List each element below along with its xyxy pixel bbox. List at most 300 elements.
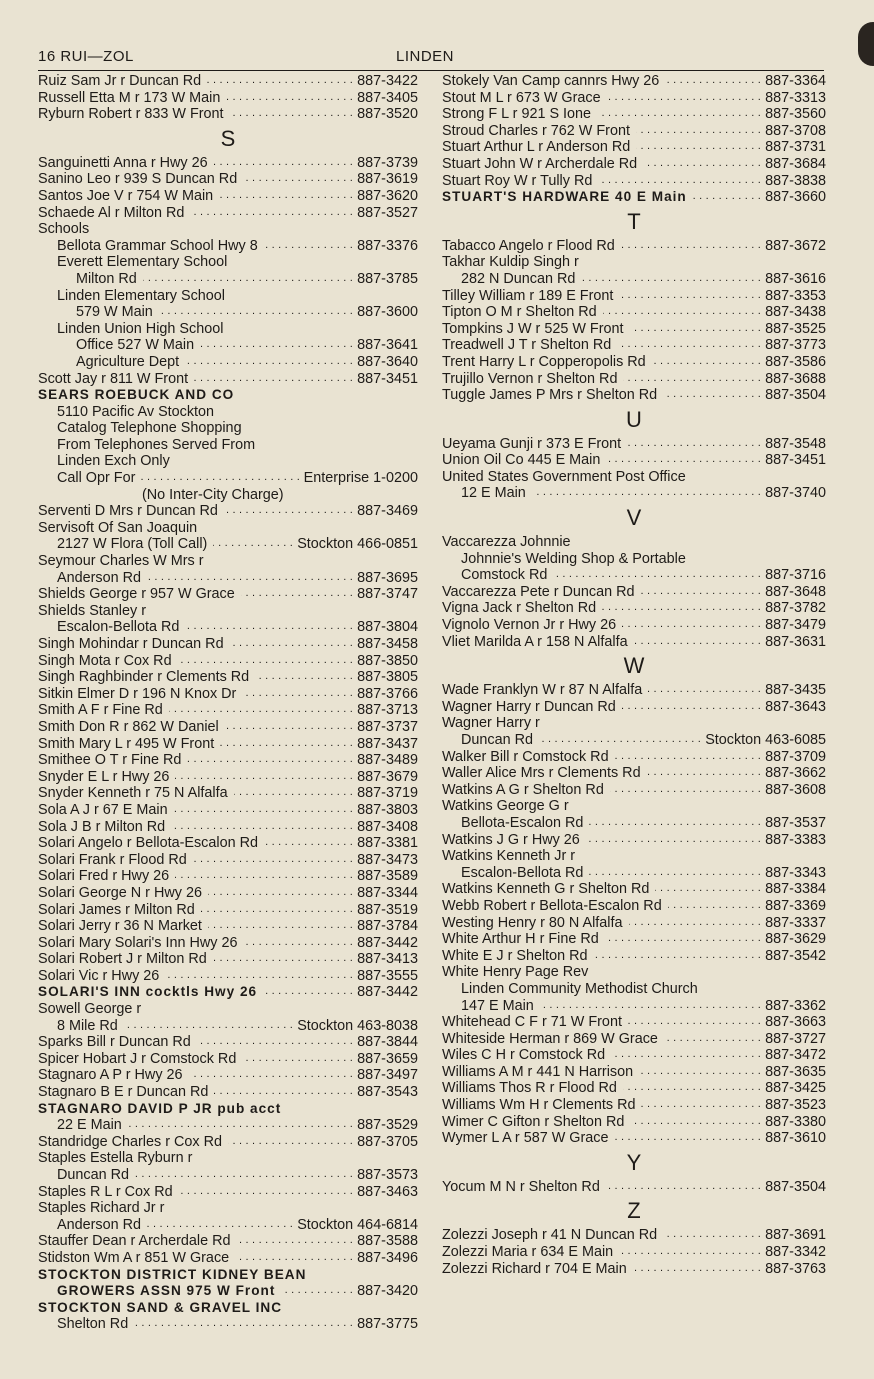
listing-name: Russell Etta M r 173 W Main (38, 89, 221, 106)
leader-dots (610, 782, 761, 799)
listing-phone: 887-3435 (765, 682, 826, 699)
listing-entry (442, 288, 826, 305)
leader-dots (147, 570, 353, 587)
listing-phone: 887-3641 (357, 337, 418, 354)
section-letter-text: T (627, 208, 641, 234)
listing-name: Solari James r Milton Rd (38, 901, 195, 918)
listing-entry (38, 1200, 418, 1217)
listing-name: Zolezzi Maria r 634 E Main (442, 1244, 614, 1261)
leader-dots (630, 321, 761, 338)
listing-entry (442, 832, 826, 849)
listing-entry (38, 271, 418, 288)
leader-dots (189, 1067, 353, 1084)
listing-phone: 887-3369 (765, 897, 826, 914)
listing-name: Standridge Charles r Cox Rd (38, 1133, 222, 1150)
listing-phone: 887-3747 (357, 586, 418, 603)
listing-entry (442, 948, 826, 965)
leader-dots (633, 1261, 761, 1278)
section-letter (442, 1195, 826, 1227)
listing-name: STOCKTON DISTRICT KIDNEY BEAN (38, 1266, 307, 1282)
listing-name: Sparks Bill r Duncan Rd (38, 1034, 191, 1051)
leader-dots (147, 1217, 293, 1234)
listing-entry (442, 981, 826, 998)
listing-name: Comstock Rd (461, 567, 548, 584)
listing-entry (38, 951, 418, 968)
listing-entry (38, 1184, 418, 1201)
listing-entry (38, 1283, 418, 1300)
city-title: LINDEN (396, 48, 455, 65)
leader-dots (639, 1064, 761, 1081)
leader-dots (174, 802, 353, 819)
listing-phone: Stockton 463-6085 (705, 732, 826, 748)
listing-phone: 887-3663 (765, 1014, 826, 1031)
listing-name: Singh Mohindar r Duncan Rd (38, 636, 224, 652)
listing-phone: 887-3616 (765, 270, 826, 287)
listing-phone: 887-3364 (765, 73, 826, 89)
listing-phone: 887-3608 (765, 781, 826, 798)
leader-dots (622, 699, 761, 716)
listing-entry (38, 1250, 418, 1267)
leader-dots (623, 1080, 761, 1097)
listing-phone: 887-3643 (765, 698, 826, 715)
listing-entry (442, 782, 826, 799)
listing-name: Agriculture Dept (76, 353, 180, 370)
listing-entry (38, 686, 418, 703)
leader-dots (175, 868, 353, 885)
left-listing-column (38, 73, 418, 1333)
listing-entry (442, 90, 826, 107)
listing-name: Stidston Wm A r 851 W Grace (38, 1249, 230, 1266)
listing-entry (38, 553, 418, 570)
listing-name: Scott Jay r 811 W Front (38, 370, 189, 387)
listing-phone: 887-3688 (765, 370, 826, 387)
listing-phone: 887-3479 (765, 617, 826, 634)
listing-name: Escalon-Bellota Rd (461, 864, 584, 881)
listing-phone: 887-3775 (357, 1316, 418, 1333)
listing-phone: 887-3600 (357, 304, 418, 321)
listing-name: Sola A J r 67 E Main (38, 801, 168, 818)
listing-phone: 887-3376 (357, 237, 418, 254)
listing-name: Sola J B r Milton Rd (38, 818, 166, 835)
leader-dots (652, 354, 761, 371)
listing-name: Smith Don R r 862 W Daniel (38, 718, 219, 735)
listing-phone: 887-3497 (357, 1067, 418, 1084)
leader-dots (208, 918, 353, 935)
listing-entry (442, 321, 826, 338)
listing-entry (442, 254, 826, 271)
listing-name: 8 Mile Rd (57, 1017, 118, 1034)
listing-entry (442, 848, 826, 865)
leader-dots (597, 106, 761, 123)
listing-phone: 887-3708 (765, 122, 826, 139)
leader-dots (617, 337, 761, 354)
listing-name: GROWERS ASSN 975 W Front (57, 1283, 276, 1299)
listing-entry (38, 354, 418, 371)
leader-dots (264, 238, 353, 255)
listing-name: White Henry Page Rev (442, 964, 589, 981)
listing-name: Linden Union High School (57, 320, 224, 337)
section-letter-text: V (626, 505, 642, 531)
listing-name: Solari George N r Hwy 26 (38, 884, 202, 901)
listing-entry (38, 885, 418, 902)
listing-entry (442, 715, 826, 732)
leader-dots (264, 835, 353, 852)
listing-name: Webb Robert r Bellota-Escalon Rd (442, 897, 662, 914)
listing-entry (442, 271, 826, 288)
listing-entry (38, 653, 418, 670)
leader-dots (228, 1134, 353, 1151)
listing-entry (38, 1018, 418, 1035)
listing-phone: 887-3672 (765, 237, 826, 254)
listing-name: Whiteside Herman r 869 W Grace (442, 1030, 658, 1047)
leader-dots (235, 1250, 353, 1267)
listing-entry (38, 902, 418, 919)
listing-name: Sanino Leo r 939 S Duncan Rd (38, 171, 238, 188)
listing-phone: 887-3519 (357, 901, 418, 918)
listing-phone: 887-3844 (357, 1034, 418, 1051)
listing-name: Vaccarezza Pete r Duncan Rd (442, 583, 635, 600)
listing-entry (38, 636, 418, 653)
leader-dots (532, 485, 761, 502)
listing-name: SEARS ROEBUCK AND CO (38, 387, 235, 403)
listing-entry (38, 968, 418, 985)
listing-phone: 887-3659 (357, 1050, 418, 1067)
listing-name: Smith A F r Fine Rd (38, 702, 163, 719)
listing-name: Serventi D Mrs r Duncan Rd (38, 503, 218, 520)
listing-phone: 887-3620 (357, 187, 418, 204)
leader-dots (581, 271, 761, 288)
listing-entry (38, 570, 418, 587)
listing-phone: 887-3313 (765, 89, 826, 106)
listing-name: Tuggle James P Mrs r Shelton Rd (442, 387, 658, 404)
leader-dots (175, 769, 353, 786)
listing-name: (No Inter-City Charge) (142, 486, 284, 503)
listing-phone: 887-3629 (765, 931, 826, 948)
listing-entry (442, 1114, 826, 1131)
listing-name: Ryburn Robert r 833 W Front (38, 106, 224, 123)
listing-name: Staples R L r Cox Rd (38, 1183, 173, 1200)
leader-dots (539, 732, 701, 749)
listing-entry (38, 619, 418, 636)
listing-phone: 887-3381 (357, 835, 418, 852)
listing-entry (442, 998, 826, 1015)
leader-dots (237, 1233, 353, 1250)
leader-dots (244, 935, 353, 952)
listing-phone: 887-3542 (765, 947, 826, 964)
leader-dots (213, 951, 353, 968)
listing-phone: 887-3458 (357, 636, 418, 652)
leader-dots (230, 636, 353, 653)
listing-phone: 887-3537 (765, 814, 826, 831)
listing-name: Watkins J G r Hwy 26 (442, 831, 580, 848)
listing-entry (442, 123, 826, 140)
listing-name: Anderson Rd (57, 1216, 141, 1233)
listing-entry (442, 452, 826, 469)
listing-entry (38, 288, 418, 305)
listing-phone: 887-3384 (765, 881, 826, 898)
listing-name: Williams Wm H r Clements Rd (442, 1097, 636, 1114)
leader-dots (200, 337, 353, 354)
listing-phone: 887-3731 (765, 139, 826, 156)
listing-name: STUART'S HARDWARE 40 E Main (442, 189, 687, 205)
listing-entry (442, 865, 826, 882)
leader-dots (615, 749, 761, 766)
listing-entry (38, 1217, 418, 1234)
listing-phone: 887-3383 (765, 831, 826, 848)
listing-name: Stauffer Dean r Archerdale Rd (38, 1233, 231, 1250)
listing-phone: 887-3451 (357, 370, 418, 387)
leader-dots (263, 984, 353, 1001)
listing-entry (442, 881, 826, 898)
listing-phone: 887-3343 (765, 864, 826, 881)
leader-dots (219, 188, 353, 205)
page-header (38, 48, 824, 68)
listing-entry (38, 1300, 418, 1317)
section-letter (38, 123, 418, 155)
leader-dots (603, 304, 761, 321)
listing-entry (442, 1097, 826, 1114)
listing-entry (38, 868, 418, 885)
listing-name: Duncan Rd (461, 732, 533, 748)
listing-name: SOLARI'S INN cocktls Hwy 26 (38, 984, 258, 1000)
leader-dots (197, 1034, 353, 1051)
listing-name: Linden Elementary School (57, 287, 225, 304)
listing-entry (38, 719, 418, 736)
listing-name: Vliet Marilda A r 158 N Alfalfa (442, 633, 628, 650)
listing-name: Watkins Kenneth G r Shelton Rd (442, 881, 650, 898)
listing-name: Shelton Rd (57, 1316, 129, 1333)
leader-dots (602, 600, 761, 617)
listing-name: Union Oil Co 445 E Main (442, 452, 601, 469)
listing-name: Staples Richard Jr r (38, 1200, 165, 1217)
listing-entry (442, 1031, 826, 1048)
listing-phone: 887-3472 (765, 1047, 826, 1064)
listing-phone: 887-3766 (357, 685, 418, 702)
listing-name: United States Government Post Office (442, 468, 686, 485)
listing-entry (442, 567, 826, 584)
listing-entry (38, 1233, 418, 1250)
listing-entry (38, 769, 418, 786)
listing-phone: 887-3784 (357, 918, 418, 935)
listing-name: From Telephones Served From (57, 436, 256, 453)
listing-phone: 887-3740 (765, 485, 826, 502)
listing-entry (38, 1150, 418, 1167)
listing-name: Solari Jerry r 36 N Market (38, 918, 202, 935)
listing-name: 147 E Main (461, 997, 534, 1014)
leader-dots (619, 288, 761, 305)
listing-phone: 887-3380 (765, 1113, 826, 1130)
listing-phone: 887-3529 (357, 1117, 418, 1134)
listing-entry (38, 835, 418, 852)
listing-phone: 887-3631 (765, 633, 826, 650)
listing-entry (442, 699, 826, 716)
listing-phone: Stockton 463-8038 (297, 1017, 418, 1034)
leader-dots (171, 819, 353, 836)
listing-entry (38, 1167, 418, 1184)
leader-dots (606, 452, 761, 469)
leader-dots (185, 619, 353, 636)
listing-phone: 887-3805 (357, 669, 418, 686)
listing-entry (38, 586, 418, 603)
listing-entry (38, 304, 418, 321)
listing-name: Singh Raghbinder r Clements Rd (38, 669, 250, 686)
leader-dots (234, 785, 353, 802)
listing-phone: 887-3442 (357, 934, 418, 951)
listing-phone: 887-3727 (765, 1030, 826, 1047)
listing-entry (38, 503, 418, 520)
section-letter (442, 1147, 826, 1179)
leader-dots (194, 371, 353, 388)
listing-entry (442, 798, 826, 815)
listing-entry (38, 1117, 418, 1134)
listing-phone: 887-3691 (765, 1227, 826, 1244)
listing-phone: 887-3496 (357, 1249, 418, 1266)
listing-phone: 887-3773 (765, 337, 826, 354)
listing-phone: 887-3737 (357, 718, 418, 735)
section-letter-text: Z (627, 1198, 641, 1224)
listing-name: Johnnie's Welding Shop & Portable (461, 550, 686, 567)
leader-dots (611, 1047, 761, 1064)
leader-dots (179, 1184, 353, 1201)
listing-entry (442, 469, 826, 486)
listing-entry (38, 736, 418, 753)
listing-phone: 887-3504 (765, 387, 826, 404)
listing-entry (38, 106, 418, 123)
listing-name: Wade Franklyn W r 87 N Alfalfa (442, 682, 643, 699)
leader-dots (124, 1018, 293, 1035)
listing-name: Ruiz Sam Jr r Duncan Rd (38, 73, 202, 89)
listing-entry (442, 106, 826, 123)
listing-name: Linden Exch Only (57, 453, 170, 470)
leader-dots (629, 915, 761, 932)
leader-dots (634, 634, 761, 651)
listing-phone: 887-3527 (357, 204, 418, 221)
listing-name: Servisoft Of San Joaquin (38, 519, 198, 536)
leader-dots (208, 885, 353, 902)
listing-name: Stuart John W r Archerdale Rd (442, 155, 638, 172)
listing-phone: 887-3640 (357, 353, 418, 370)
leader-dots (165, 968, 353, 985)
listing-phone: 887-3473 (357, 851, 418, 868)
listing-name: Linden Community Methodist Church (461, 980, 698, 997)
listing-name: Duncan Rd (57, 1167, 129, 1183)
leader-dots (220, 736, 353, 753)
listing-phone: 887-3442 (357, 984, 418, 1001)
leader-dots (281, 1283, 353, 1300)
listing-entry (38, 90, 418, 107)
listing-entry (442, 915, 826, 932)
listing-name: Waller Alice Mrs r Clements Rd (442, 765, 641, 782)
listing-entry (442, 1244, 826, 1261)
listing-name: Westing Henry r 80 N Alfalfa (442, 914, 623, 931)
leader-dots (159, 304, 353, 321)
leader-dots (243, 171, 353, 188)
listing-name: Watkins George G r (442, 798, 569, 815)
listing-entry (38, 420, 418, 437)
listing-entry (38, 1316, 418, 1333)
listing-entry (38, 520, 418, 537)
listing-phone: 887-3504 (765, 1178, 826, 1195)
listing-phone: 887-3782 (765, 600, 826, 617)
listing-name: 5110 Pacific Av Stockton (57, 403, 215, 420)
listing-phone: 887-3405 (357, 89, 418, 106)
section-letter-text: Y (626, 1149, 642, 1175)
leader-dots (135, 1167, 353, 1184)
listing-entry (38, 536, 418, 553)
listing-name: Milton Rd (76, 270, 137, 287)
leader-dots (255, 669, 353, 686)
listing-entry (442, 551, 826, 568)
listing-name: STAGNARO DAVID P JR pub acct (38, 1100, 282, 1116)
listing-entry (442, 189, 826, 206)
listing-name: Williams Thos R r Flood Rd (442, 1080, 617, 1097)
listing-name: Walker Bill r Comstock Rd (442, 748, 609, 765)
listing-entry (38, 1067, 418, 1084)
listing-entry (38, 188, 418, 205)
listing-entry (38, 254, 418, 271)
listing-phone: 887-3422 (357, 73, 418, 89)
leader-dots (623, 371, 761, 388)
leader-dots (241, 586, 353, 603)
listing-entry (38, 1084, 418, 1101)
leader-dots (641, 584, 761, 601)
listing-name: 12 E Main (461, 485, 526, 502)
listing-name: Call Opr For (57, 470, 136, 487)
listing-phone: 887-3713 (357, 702, 418, 719)
listing-phone: 887-3610 (765, 1130, 826, 1147)
listing-name: Solari Robert J r Milton Rd (38, 951, 207, 968)
leader-dots (540, 998, 761, 1015)
listing-phone: 887-3589 (357, 868, 418, 885)
listing-phone: Stockton 464-6814 (297, 1216, 418, 1233)
listing-name: Stout M L r 673 W Grace (442, 89, 601, 106)
page-tab-marker (858, 22, 874, 66)
listing-entry (38, 702, 418, 719)
leader-dots (193, 852, 353, 869)
listing-entry (38, 752, 418, 769)
listing-name: 22 E Main (57, 1117, 122, 1134)
listing-name: White E J r Shelton Rd (442, 947, 588, 964)
listing-phone: 887-3785 (357, 270, 418, 287)
listing-entry (442, 156, 826, 173)
section-letter (442, 502, 826, 534)
listing-name: Tilley William r 189 E Front (442, 287, 614, 304)
listing-name: 579 W Main (76, 304, 153, 321)
listing-name: Solari Fred r Hwy 26 (38, 868, 170, 885)
listing-phone: 887-3586 (765, 353, 826, 370)
listing-phone: 887-3850 (357, 652, 418, 669)
listing-entry (442, 682, 826, 699)
leader-dots (128, 1117, 353, 1134)
leader-dots (606, 1179, 761, 1196)
leader-dots (169, 702, 353, 719)
listing-phone: 887-3362 (765, 997, 826, 1014)
listing-entry (38, 171, 418, 188)
leader-dots (134, 1316, 353, 1333)
leader-dots (230, 106, 353, 123)
header-rule (38, 70, 824, 71)
leader-dots (143, 271, 353, 288)
section-letter (442, 650, 826, 682)
listing-name: Schaede Al r Milton Rd (38, 204, 185, 221)
listing-entry (38, 918, 418, 935)
listing-entry (38, 487, 418, 504)
listing-entry (442, 238, 826, 255)
listing-entry (442, 1261, 826, 1278)
listing-entry (442, 964, 826, 981)
listing-name: White Arthur H r Fine Rd (442, 931, 599, 948)
listing-phone: 887-3451 (765, 452, 826, 469)
